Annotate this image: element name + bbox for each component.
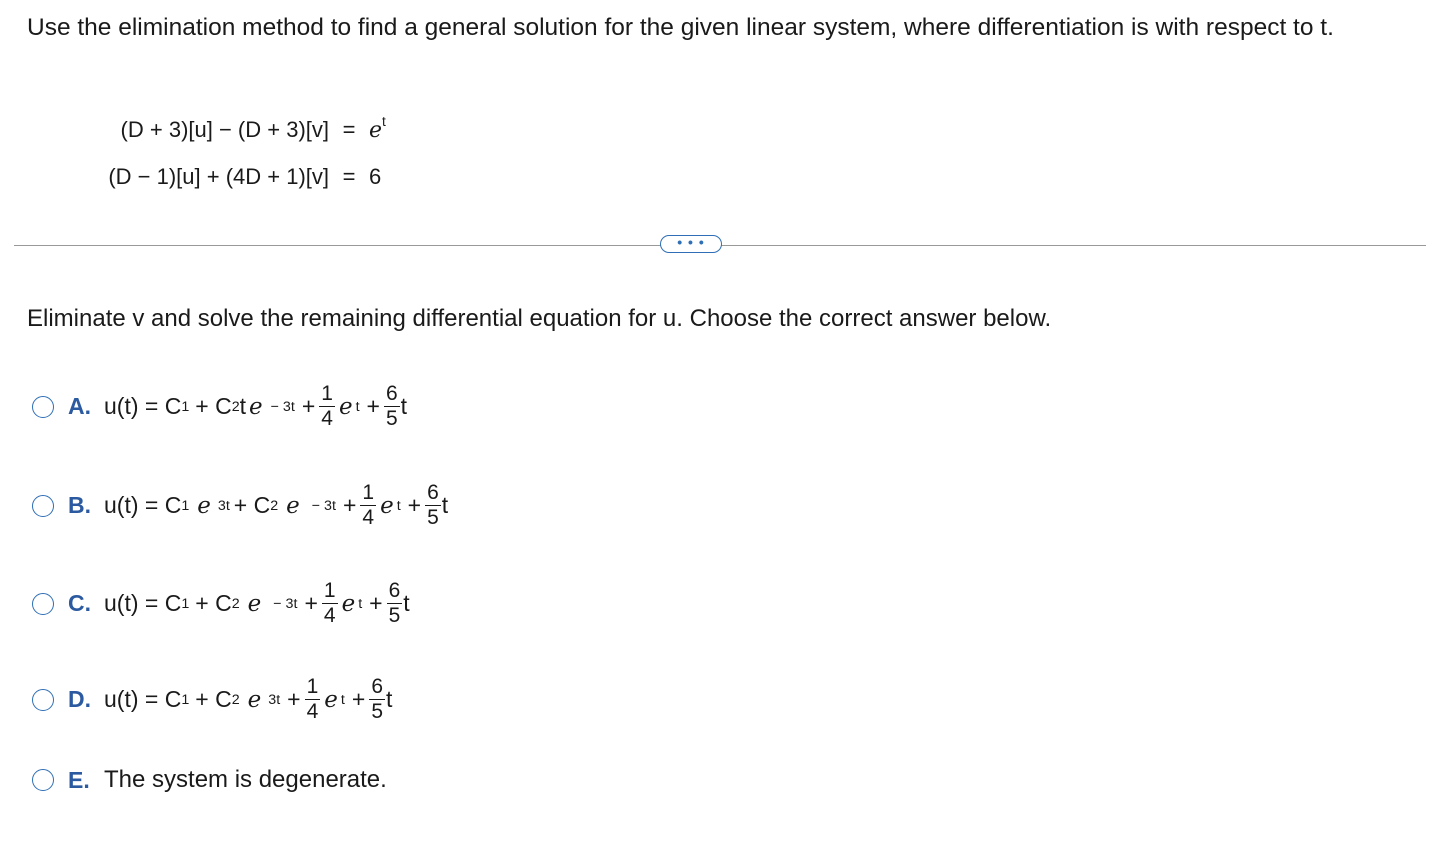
option-a-prefix: u(t) = C <box>104 393 182 419</box>
option-b-tail: t <box>441 492 449 518</box>
equation-1-rhs-exponent: t <box>382 114 386 130</box>
option-c-fraction-2 <box>387 579 403 628</box>
option-a-fraction-1-num: 1 <box>321 382 333 405</box>
option-a-radio[interactable] <box>32 396 54 418</box>
option-d-fraction-1 <box>305 675 321 724</box>
option-b-letter: B. <box>68 492 91 518</box>
option-a-fraction-2 <box>384 382 400 431</box>
option-e-text: The system is degenerate. <box>104 766 387 793</box>
option-b-e-1: e <box>197 492 211 519</box>
option-b-prefix: u(t) = C <box>104 492 182 518</box>
equation-2-rhs: 6 <box>369 164 382 189</box>
option-a-mid: + C <box>195 393 232 419</box>
option-c-plus-1: + <box>304 590 318 616</box>
option-c-e-2: e <box>341 590 356 617</box>
option-b-mid: + C <box>233 492 271 518</box>
option-a-fraction-1 <box>319 382 335 431</box>
option-b-fraction-2-num: 6 <box>427 481 439 504</box>
option-d-radio[interactable] <box>32 689 54 711</box>
option-b-fraction-1-den: 4 <box>362 506 375 529</box>
equation-1-equals: = <box>342 117 356 142</box>
question-text: Use the elimination method to find a general solution for the given linear system, where differentiation is with respect to t. <box>27 14 1334 41</box>
option-d[interactable] <box>32 675 392 724</box>
option-c-fraction-2-num: 6 <box>388 579 401 602</box>
option-c-plus-2: + <box>369 590 383 616</box>
option-a-letter: A. <box>68 393 91 419</box>
option-c-fraction-1-den: 4 <box>323 604 336 627</box>
option-a-fraction-2-den: 5 <box>385 407 398 430</box>
option-a-plus-1: + <box>301 393 316 419</box>
option-b-e: e <box>286 492 300 519</box>
option-d-fraction-2-den: 5 <box>371 700 383 723</box>
option-e[interactable] <box>32 766 387 794</box>
option-c-letter: C. <box>68 590 91 616</box>
option-b-plus-2: + <box>407 492 422 518</box>
option-c-e: e <box>247 590 262 617</box>
option-d-fraction-1-den: 4 <box>306 700 319 723</box>
option-e-letter: E. <box>68 766 90 793</box>
option-a-e-2: e <box>338 393 353 420</box>
equation-2 <box>78 157 386 204</box>
show-more-button[interactable]: • • • <box>660 235 722 253</box>
option-d-e-2: e <box>324 686 338 713</box>
option-a-fraction-2-num: 6 <box>385 382 398 405</box>
option-b-fraction-1 <box>360 481 376 530</box>
instruction-text: Eliminate v and solve the remaining differential equation for u. Choose the correct answer below. <box>27 305 1052 332</box>
equation-1-rhs-base: e <box>369 118 383 143</box>
option-c-fraction-1-num: 1 <box>323 579 336 602</box>
option-c-radio[interactable] <box>32 593 54 615</box>
option-b-fraction-2 <box>425 481 441 530</box>
option-a-formula: u(t) = C 1 + C 2 t e − 3t + $\frac{1}{4}$ e t + $\frac{6}{5}$ t <box>104 382 408 430</box>
equation-2-lhs: (D − 1)[u] + (4D + 1)[v] <box>108 164 329 189</box>
option-b-fraction-1-num: 1 <box>362 481 375 504</box>
option-d-fraction-2-num: 6 <box>371 675 383 698</box>
option-d-formula: u(t) = C 1 + C 2 e 3t + $\frac{1}{4}$ e t + $\frac{6}{5}$ t <box>104 675 393 723</box>
option-a-plus-2: + <box>366 393 380 419</box>
option-a-tail: t <box>400 393 408 419</box>
option-a-e: e <box>249 393 263 420</box>
equation-2-equals: = <box>342 164 356 189</box>
option-c-mid: + C <box>195 590 232 616</box>
option-d-tail: t <box>386 686 393 712</box>
option-b-fraction-2-den: 5 <box>427 506 439 529</box>
option-a-fraction-1-den: 4 <box>321 407 333 430</box>
option-c-formula: u(t) = C 1 + C 2 e − 3t + $\frac{1}{4}$ e t + $\frac{6}{5}$ t <box>104 579 410 627</box>
option-a-t-factor: t <box>239 393 247 419</box>
option-c[interactable] <box>32 579 410 628</box>
option-b-radio[interactable] <box>32 495 54 517</box>
option-b-e-2: e <box>380 492 394 519</box>
option-d-e: e <box>247 686 262 713</box>
option-b-formula: u(t) = C 1 e 3t + C 2 e − 3t + $\frac{1}{4}$ e t + $\frac{6}{5}$ t <box>104 481 449 529</box>
option-c-fraction-2-den: 5 <box>388 604 401 627</box>
equation-1-rhs <box>369 110 386 151</box>
option-d-prefix: u(t) = C <box>104 686 182 712</box>
option-d-plus-2: + <box>351 686 366 712</box>
option-c-tail: t <box>403 590 410 616</box>
option-d-fraction-2 <box>369 675 385 724</box>
equation-1 <box>78 110 386 157</box>
option-e-radio[interactable] <box>32 769 54 791</box>
option-b-plus-1: + <box>342 492 357 518</box>
option-c-prefix: u(t) = C <box>104 590 182 616</box>
option-d-letter: D. <box>68 686 91 712</box>
equation-1-lhs: (D + 3)[u] − (D + 3)[v] <box>120 117 329 142</box>
option-c-fraction-1 <box>322 579 338 628</box>
option-a[interactable] <box>32 382 407 431</box>
option-d-plus-1: + <box>287 686 301 712</box>
option-d-fraction-1-num: 1 <box>306 675 319 698</box>
option-d-mid: + C <box>195 686 232 712</box>
option-b[interactable] <box>32 481 448 530</box>
linear-system <box>78 110 386 204</box>
